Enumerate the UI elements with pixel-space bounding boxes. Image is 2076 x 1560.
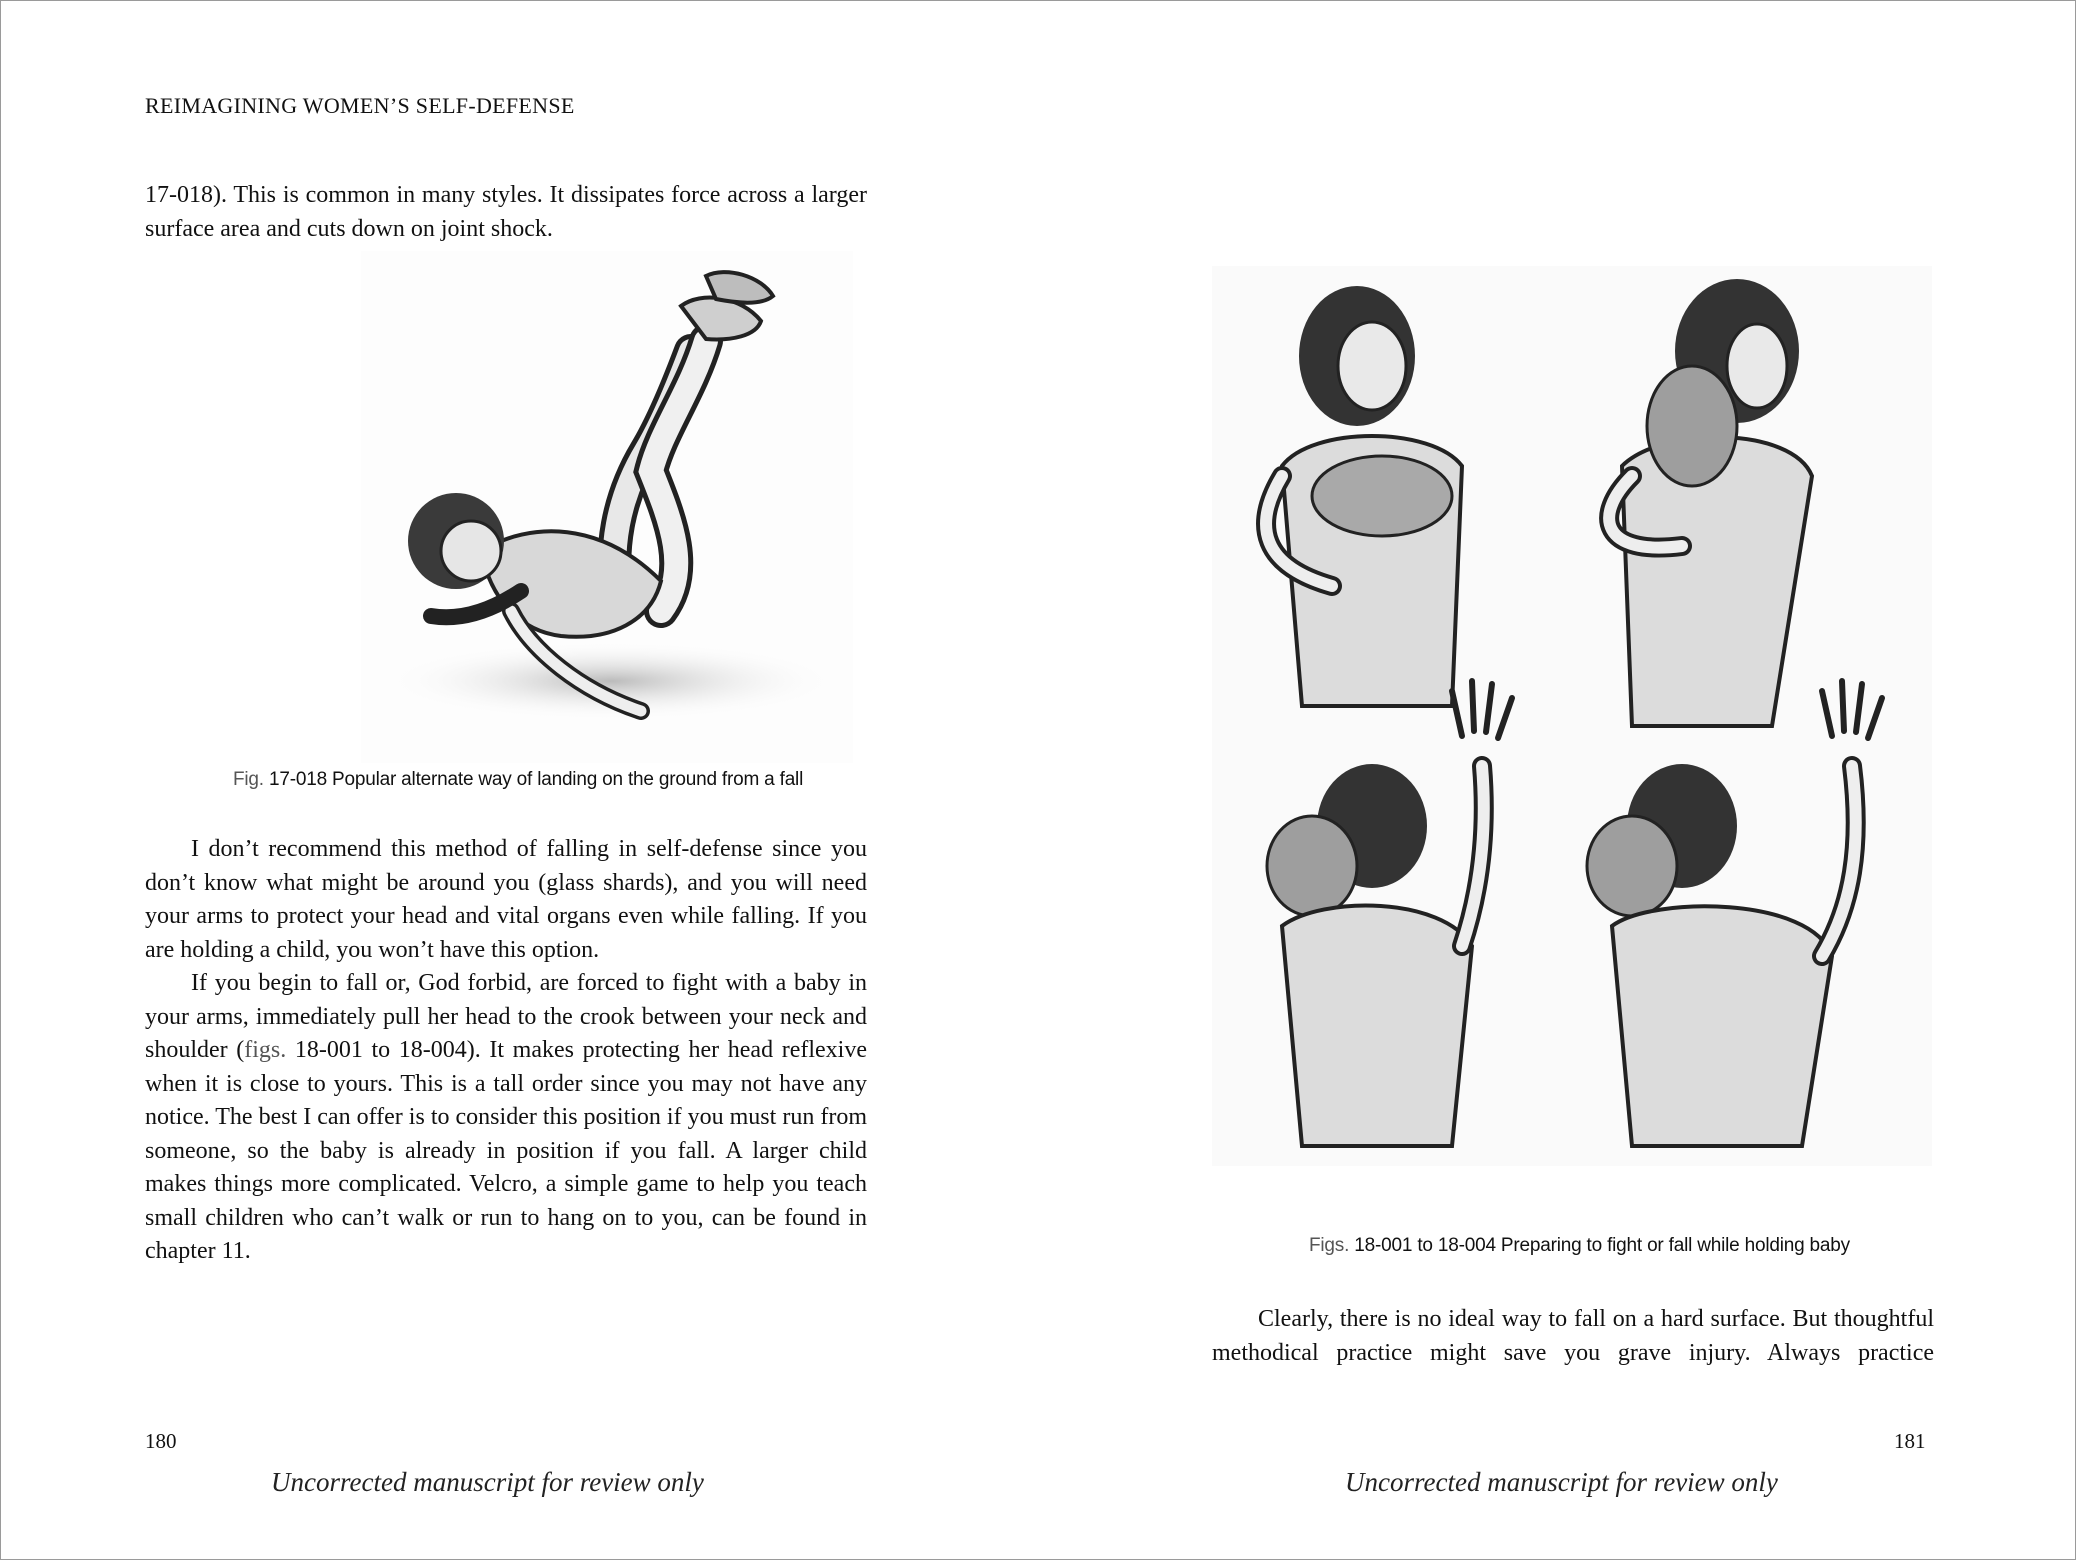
left-body-text	[145, 833, 867, 1269]
woman-holding-baby-illustrations	[1212, 266, 1932, 1166]
panel-18-002	[1609, 279, 1812, 726]
paragraph-2	[145, 967, 867, 1269]
intro-paragraph: 17-018). This is common in many styles. It dissipates force across a larger surface area and cuts down on joint shock.	[145, 182, 867, 242]
left-page	[1, 1, 1039, 1559]
caption-label: Fig.	[233, 769, 264, 790]
paragraph-1: I don’t recommend this method of falling in self-defense since you don’t know what might be around you (glass shards), and you will need your arms to protect your head and vital organs even while falling. If you are holding a child, you won’t have this option.	[145, 836, 867, 963]
review-watermark-left: Uncorrected manuscript for review only	[271, 1467, 704, 1497]
falling-woman-illustration	[361, 251, 853, 763]
intro-paragraph-block	[145, 179, 867, 246]
panel-18-001	[1266, 286, 1462, 706]
paragraph-2-after: 18-001 to 18-004). It makes protecting her head reflexive when it is close to yours. This is a tall order since you may not have any notice. The best I can offer is to consider this position if you must run from someone, so the baby is already in position if you fall. A larger child makes things more complicated. Velcro, a simple game to help you teach small children who can’t walk or run to hang on to you, can be found in chapter 11.	[145, 1037, 867, 1264]
right-page	[1039, 1, 2076, 1559]
caption-text: 17-018 Popular alternate way of landing on the ground from a fall	[268, 769, 804, 790]
figure-17-018	[361, 251, 853, 763]
figure-17-018-caption	[233, 769, 803, 791]
caption-label: Figs.	[1309, 1235, 1350, 1256]
panel-18-004	[1587, 681, 1882, 1146]
caption-text: 18-001 to 18-004 Preparing to fight or fall while holding baby	[1354, 1235, 1850, 1256]
right-body-text	[1212, 1303, 1934, 1370]
page-number-right: 181	[1894, 1429, 1926, 1453]
review-watermark-right: Uncorrected manuscript for review only	[1345, 1467, 1778, 1497]
figures-18-caption	[1309, 1235, 1850, 1257]
figs-cross-reference[interactable]: figs.	[244, 1037, 287, 1063]
figures-18-001-to-18-004	[1212, 266, 1932, 1166]
panel-18-003	[1267, 681, 1512, 1146]
running-head: REIMAGINING WOMEN’S SELF-DEFENSE	[145, 93, 575, 118]
page-number-left: 180	[145, 1429, 177, 1453]
paragraph-right: Clearly, there is no ideal way to fall on a hard surface. But thoughtful methodical practice might save you grave injury. Always practice	[1212, 1306, 1934, 1366]
paragraph-2-before: If you begin to fall or, God forbid, are forced to fight with a baby in your arms, immediately pull her head to the crook between your neck and shoulder (	[145, 970, 867, 1063]
